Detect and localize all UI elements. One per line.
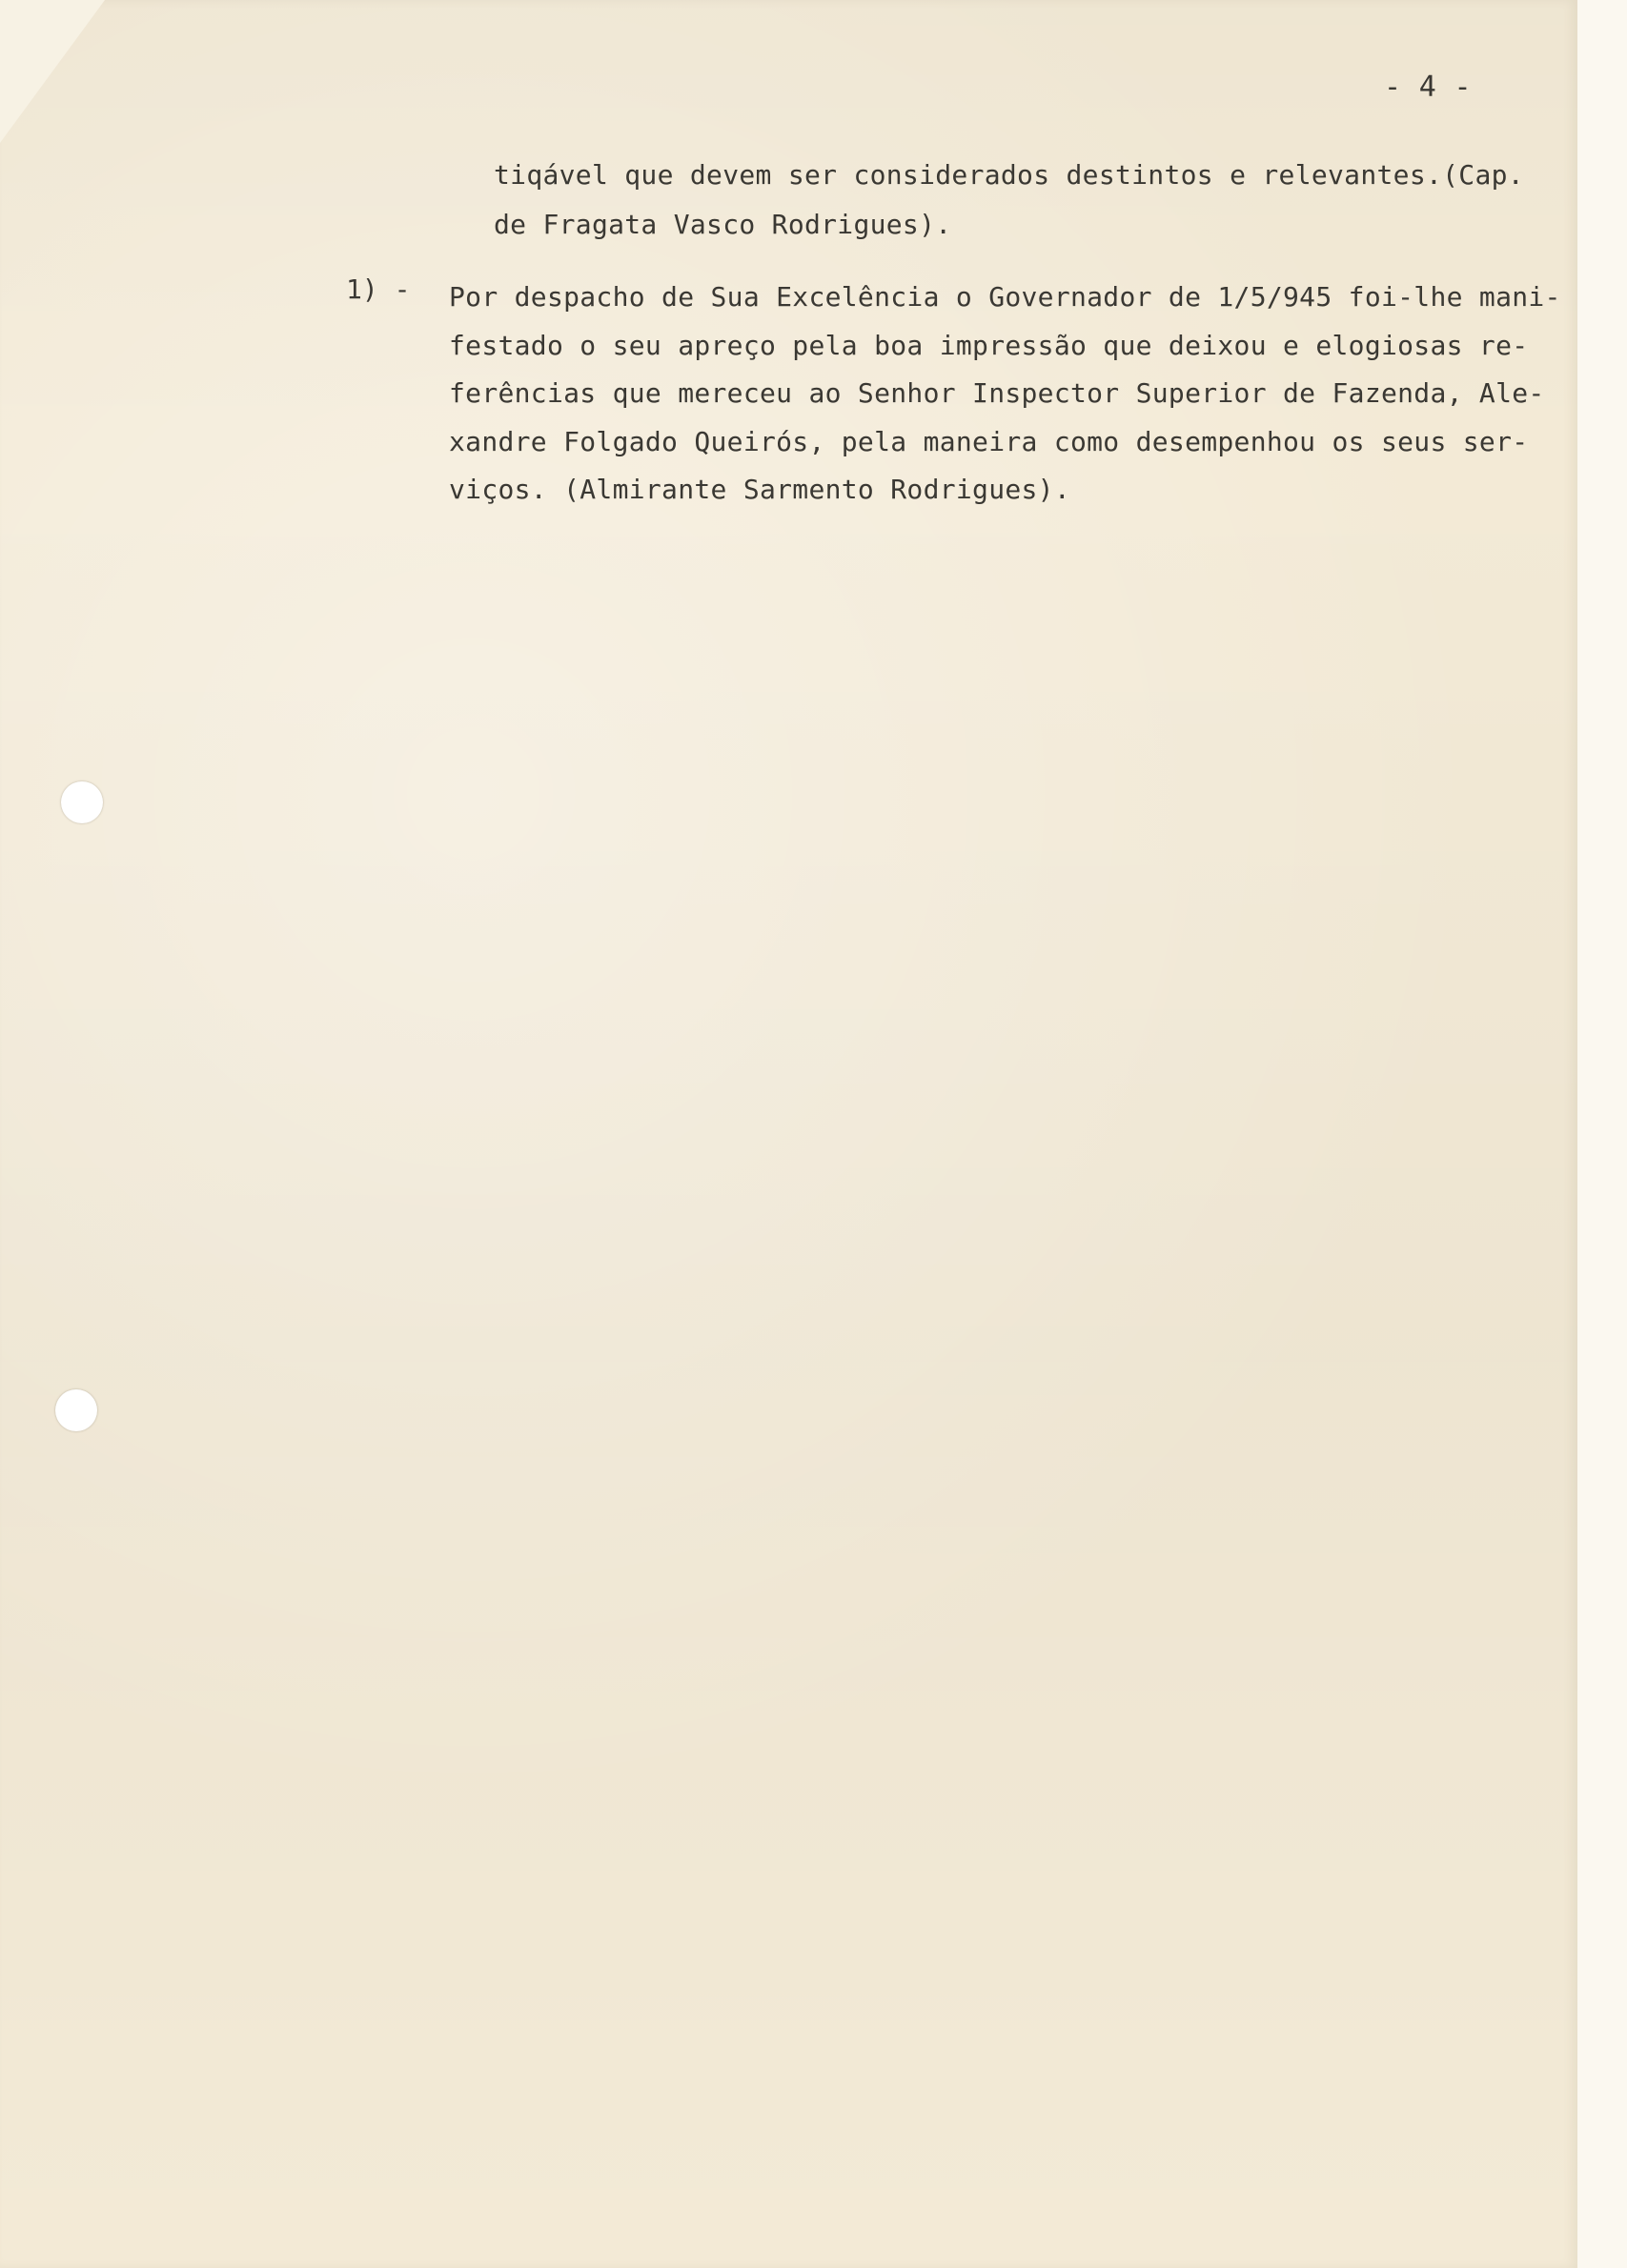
item-paragraph [449,273,1561,515]
item-marker: 1) - [346,273,411,305]
continuation-line: de Fragata Vasco Rodrigues). [494,209,952,240]
item-line: ferências que mereceu ao Senhor Inspector Superior de Fazenda, Ale- [449,377,1545,409]
continuation-paragraph [494,151,1524,250]
page-number: - 4 - [1384,71,1472,104]
item-line: xandre Folgado Queirós, pela maneira como desempenhou os seus ser- [449,425,1529,457]
item-line: festado o seu apreço pela boa impressão que deixou e elogiosas re- [449,329,1529,361]
continuation-line: tiqável que devem ser considerados destintos e relevantes.(Cap. [494,159,1524,191]
punch-hole-bottom [55,1389,97,1431]
paper-background-edge [1577,0,1627,2268]
torn-corner [0,0,105,143]
punch-hole-top [61,781,103,823]
item-line: viços. (Almirante Sarmento Rodrigues). [449,474,1070,505]
item-line: Por despacho de Sua Excelência o Governador de 1/5/945 foi-lhe mani- [449,281,1561,313]
